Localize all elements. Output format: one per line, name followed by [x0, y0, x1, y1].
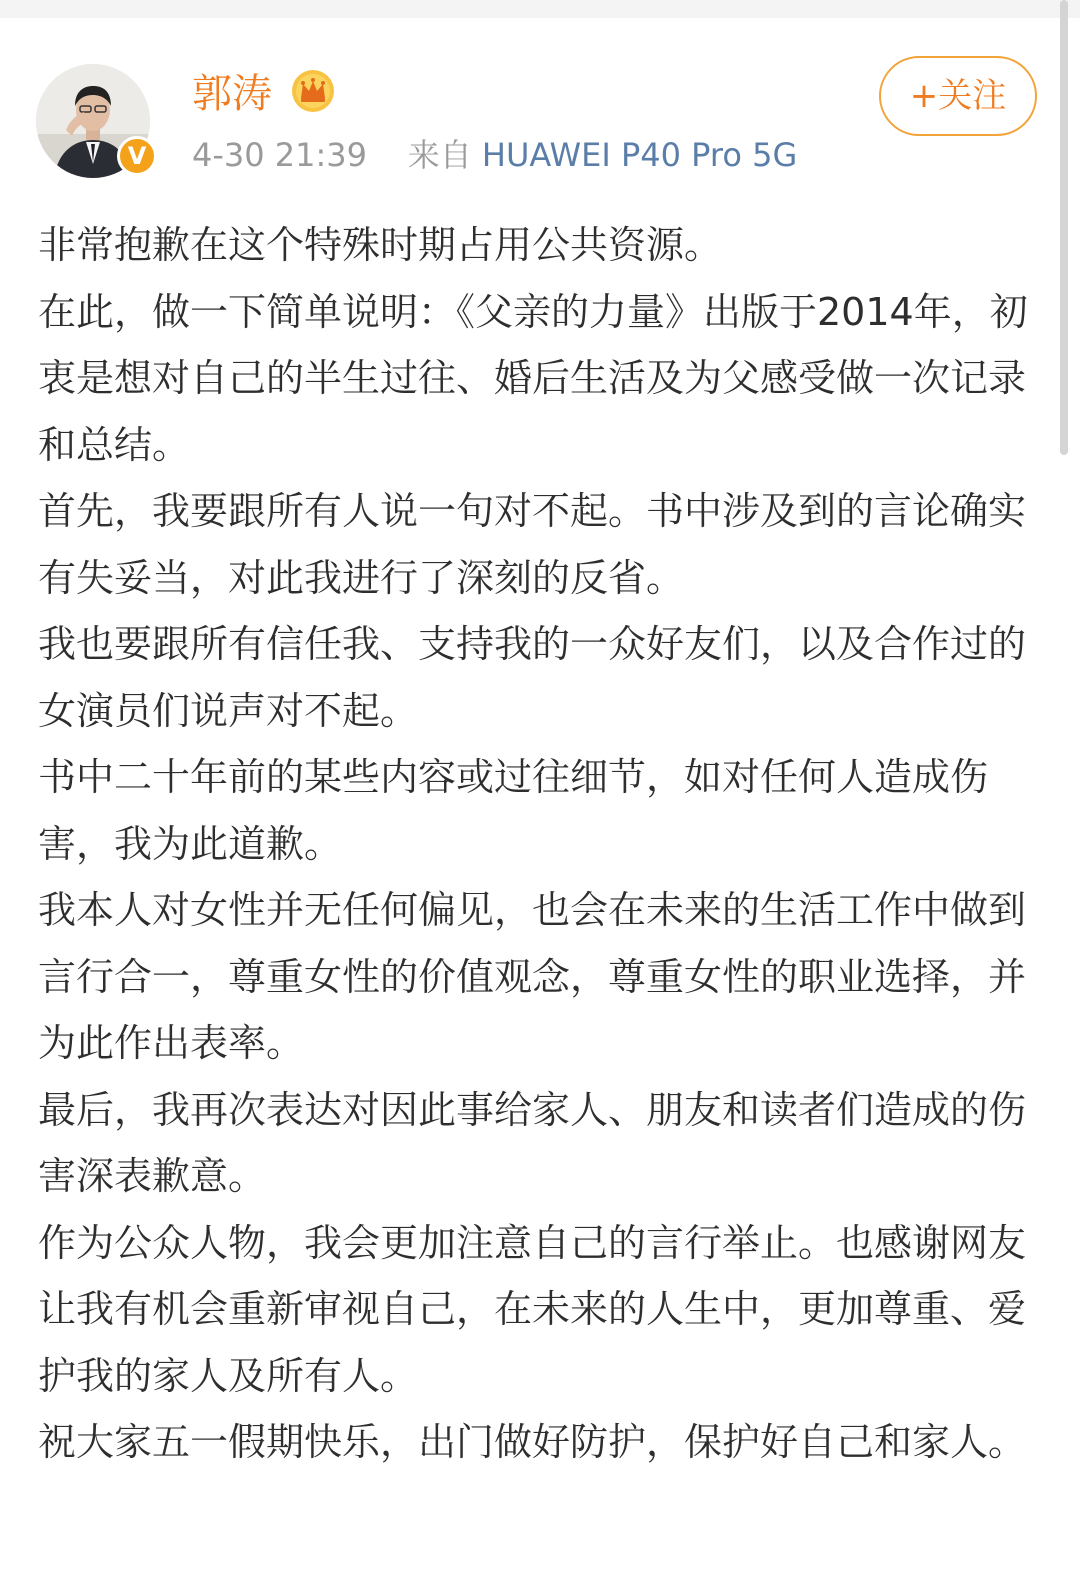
follow-button[interactable]: +关注 [879, 56, 1037, 136]
top-divider [0, 0, 1080, 18]
paragraph: 祝大家五一假期快乐，出门做好防护，保护好自己和家人。 [38, 1420, 1027, 1464]
paragraph: 非常抱歉在这个特殊时期占用公共资源。 [38, 223, 723, 267]
paragraph: 首先，我要跟所有人说一句对不起。书中涉及到的言论确实有失妥当，对此我进行了深刻的反省。 [38, 489, 1027, 600]
paragraph: 作为公众人物，我会更加注意自己的言行举止。也感谢网友让我有机会重新审视自己，在未来的人生中，更加尊重、爱护我的家人及所有人。 [38, 1220, 1027, 1398]
scrollbar[interactable] [1060, 0, 1068, 455]
paragraph: 我本人对女性并无任何偏见，也会在未来的生活工作中做到言行合一，尊重女性的价值观念，尊重女性的职业选择，并为此作出表率。 [38, 888, 1027, 1065]
source-prefix: 来自 [407, 136, 472, 174]
paragraph: 最后，我再次表达对因此事给家人、朋友和读者们造成的伤害深表歉意。 [38, 1087, 1027, 1198]
device-link[interactable]: HUAWEI P40 Pro 5G [481, 136, 798, 174]
post-meta [192, 132, 797, 178]
paragraph: 我也要跟所有信任我、支持我的一众好友们，以及合作过的女演员们说声对不起。 [38, 622, 1027, 733]
paragraph: 书中二十年前的某些内容或过往细节，如对任何人造成伤害，我为此道歉。 [38, 755, 989, 866]
author-name[interactable]: 郭涛 [192, 71, 272, 117]
post-body [38, 212, 1042, 1476]
post-time: 4-30 21:39 [192, 136, 368, 174]
crown-icon [290, 68, 336, 114]
paragraph: 在此，做一下简单说明：《父亲的力量》出版于2014年，初衷是想对自己的半生过往、婚后生活及为父感受做一次记录和总结。 [38, 289, 1028, 467]
verified-badge-icon: V [117, 136, 157, 176]
